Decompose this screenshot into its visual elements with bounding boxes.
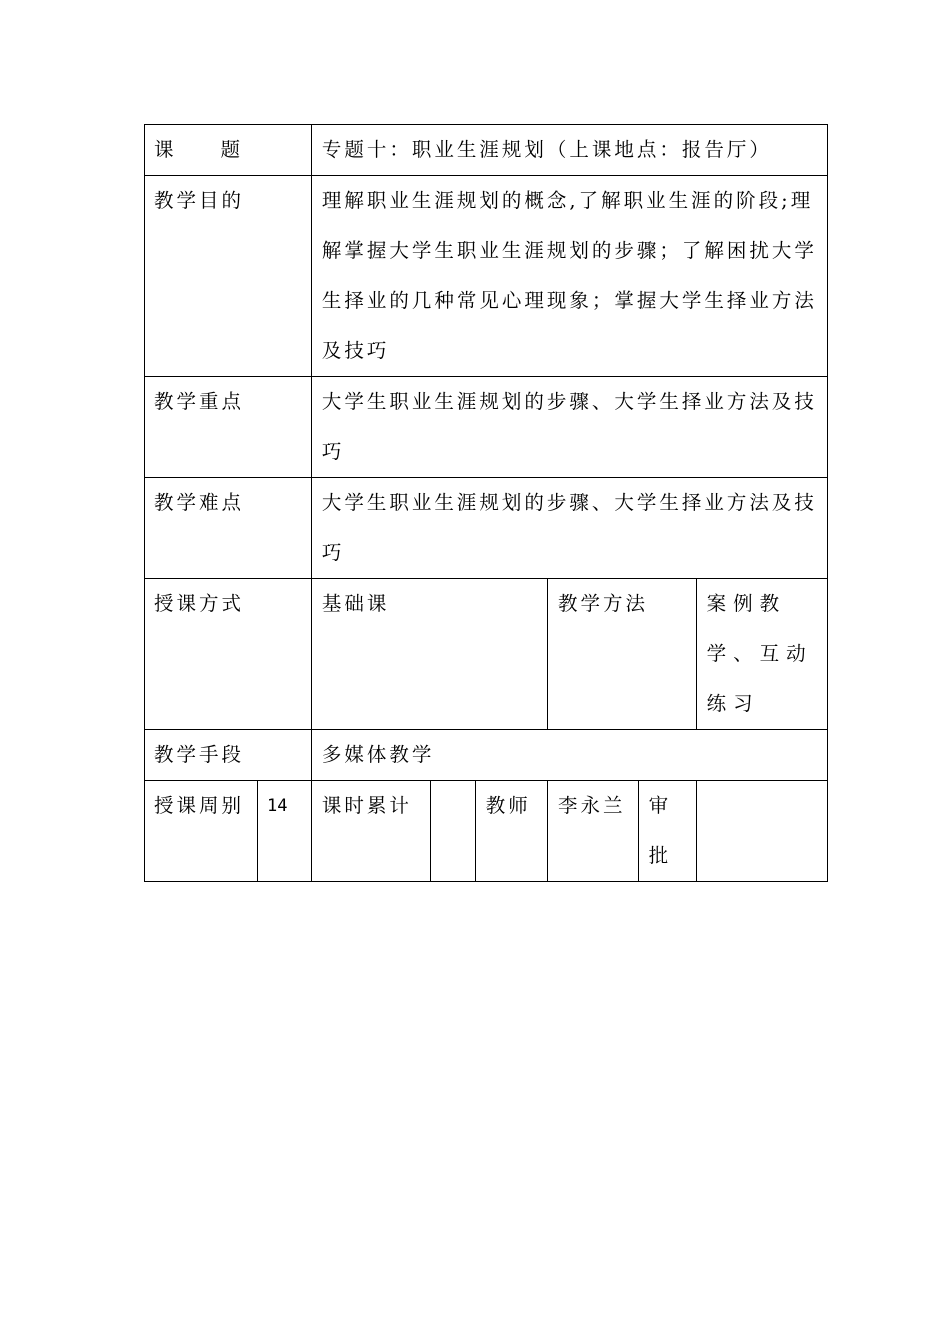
means-label: 教学手段 [145,730,312,781]
hours-label: 课时累计 [311,781,430,882]
lesson-plan-table [144,124,828,882]
title-label-char-2: 题 [220,138,240,161]
difficulties-row [145,478,828,579]
course-type-row [145,579,828,730]
key-points-row [145,377,828,478]
method-value: 案例教学、互动练习 [696,579,827,730]
approval-label: 审批 [638,781,696,882]
objective-label: 教学目的 [145,176,312,377]
means-value: 多媒体教学 [311,730,827,781]
week-label: 授课周别 [145,781,258,882]
hours-value [431,781,476,882]
course-type-label: 授课方式 [145,579,312,730]
means-row [145,730,828,781]
key-points-label: 教学重点 [145,377,312,478]
method-label: 教学方法 [548,579,697,730]
teacher-value: 李永兰 [548,781,639,882]
course-type-value: 基础课 [311,579,547,730]
difficulties-value: 大学生职业生涯规划的步骤、大学生择业方法及技巧 [311,478,827,579]
title-label-char-1: 课 [154,138,174,161]
objective-row [145,176,828,377]
key-points-value: 大学生职业生涯规划的步骤、大学生择业方法及技巧 [311,377,827,478]
title-value: 专题十：职业生涯规划（上课地点：报告厅） [311,125,827,176]
title-label [154,125,240,175]
week-value: 14 [257,781,311,882]
objective-value: 理解职业生涯规划的概念,了解职业生涯的阶段;理解掌握大学生职业生涯规划的步骤；了解困扰大学生择业的几种常见心理现象；掌握大学生择业方法及技巧 [311,176,827,377]
title-row [145,125,828,176]
title-label-cell [145,125,312,176]
teacher-label: 教师 [475,781,547,882]
schedule-row [145,781,828,882]
approval-value [696,781,827,882]
difficulties-label: 教学难点 [145,478,312,579]
